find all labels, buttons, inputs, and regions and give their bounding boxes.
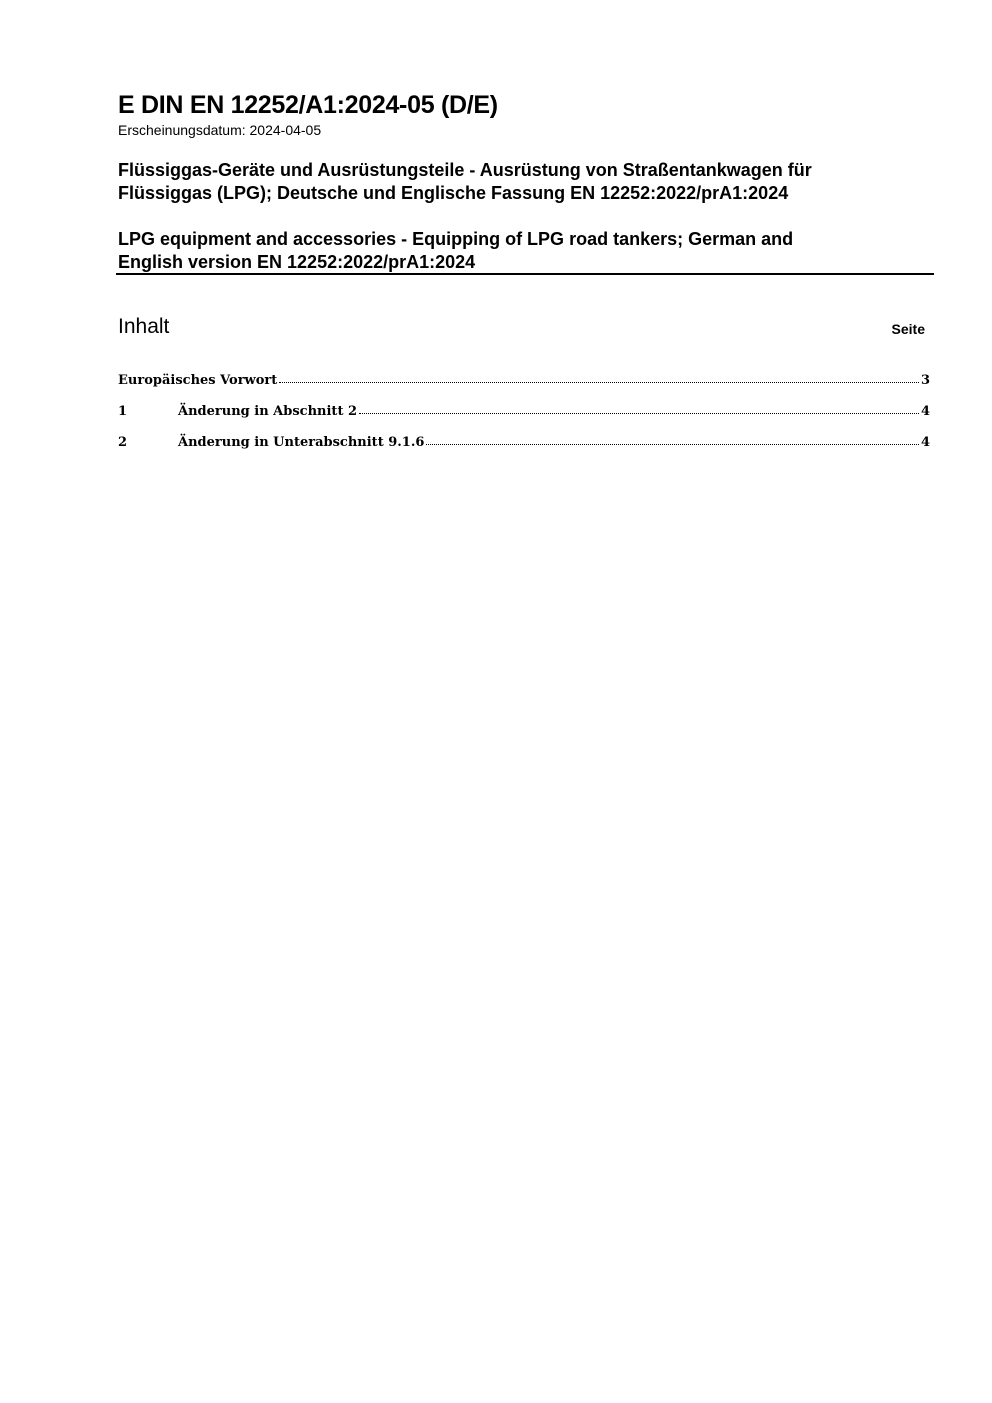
toc-entry-title: Europäisches Vorwort: [118, 373, 278, 388]
title-english: [118, 228, 928, 273]
toc-entry-title: Änderung in Abschnitt 2: [178, 404, 358, 419]
toc-entry-foreword[interactable]: [118, 368, 930, 399]
toc-entry-section-2[interactable]: [118, 430, 930, 461]
title-english-line-1: LPG equipment and accessories - Equipping of LPG road tankers; German and: [118, 229, 794, 249]
title-english-line-2: English version EN 12252:2022/prA1:2024: [118, 251, 476, 272]
title-german-line-1: Flüssiggas-Geräte und Ausrüstungsteile - Ausrüstung von Straßentankwagen für: [118, 160, 812, 180]
toc-entry-number: 2: [118, 435, 128, 450]
toc-entry-number: 1: [118, 404, 128, 419]
table-of-contents: [118, 368, 930, 461]
toc-page-label: Seite: [891, 321, 925, 337]
toc-entry-title: Änderung in Unterabschnitt 9.1.6: [178, 435, 425, 450]
toc-entry-page: 4: [920, 404, 930, 419]
title-german: [118, 159, 928, 204]
publication-date: Erscheinungsdatum: 2024-04-05: [118, 122, 322, 138]
toc-dot-leader: [279, 382, 919, 383]
toc-entry-page: 4: [920, 435, 930, 450]
document-id: E DIN EN 12252/A1:2024-05 (D/E): [118, 91, 498, 119]
toc-entry-page: 3: [920, 373, 930, 388]
toc-dot-leader: [359, 413, 919, 414]
title-german-line-2: Flüssiggas (LPG); Deutsche und Englische Fassung EN 12252:2022/prA1:2024: [118, 182, 789, 203]
title-divider: [116, 273, 934, 275]
toc-entry-section-1[interactable]: [118, 399, 930, 430]
toc-dot-leader: [426, 444, 919, 445]
toc-heading: Inhalt: [118, 315, 170, 338]
